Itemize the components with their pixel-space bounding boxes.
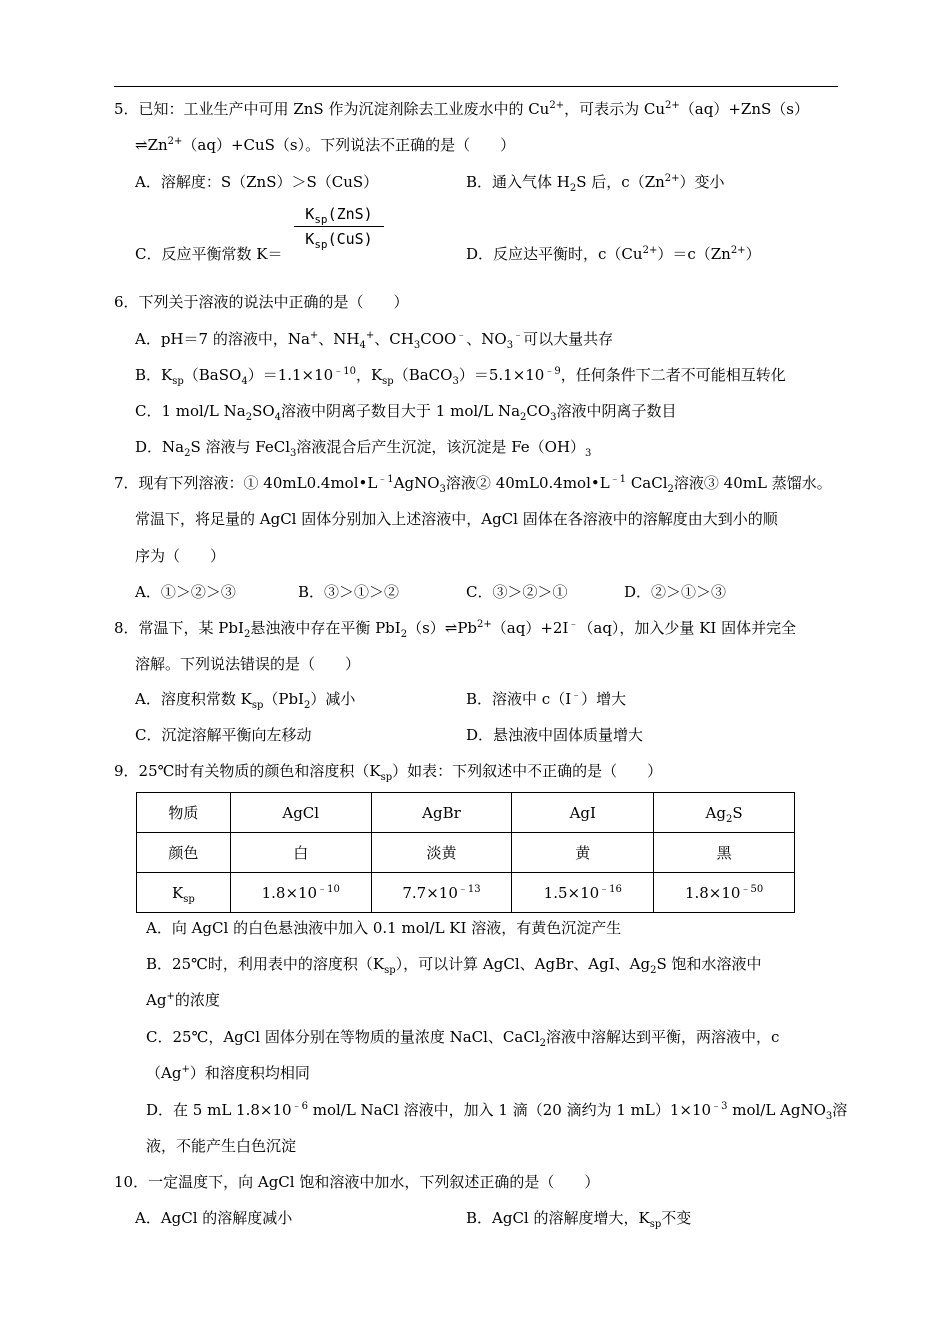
table-row (137, 833, 795, 873)
q5-option-c[interactable]: C．反应平衡常数 K＝ (135, 245, 283, 263)
q8-option-c[interactable]: C．沉淀溶解平衡向左移动 (135, 726, 312, 744)
q7-option-b[interactable]: B．③＞①＞② (298, 583, 400, 601)
fraction-bar (294, 226, 384, 227)
q5-option-b[interactable]: B．通入气体 $H_2S$ 后，$c(Zn^{2+})$变小 (466, 173, 725, 194)
q9-stem: 9．25℃时有关物质的颜色和溶度积$(K_{sp})$如表：下列叙述中不正确的是（ ） (114, 762, 663, 783)
q9-option-b[interactable]: B．25℃时，利用表中的溶度积$(K_{sp})$，可以计算 AgCl、AgBr、AgI、$Ag_2S$ 饱和水溶液中 (146, 955, 762, 976)
q9-option-c-cont: （Ag+）和溶度积均相同 (146, 1064, 310, 1082)
table-cell: $1.8\times 10^{﹣50}$ (654, 873, 795, 913)
table-cell: AgCl (230, 793, 371, 833)
fraction-numerator: $K_{sp}(ZnS)$ (305, 205, 373, 226)
q5-option-d[interactable]: D．反应达平衡时，$c(Cu^{2+})=c(Zn^{2+})$ (466, 245, 761, 263)
table-row (137, 793, 795, 833)
q5-option-a[interactable]: A．溶解度：S（ZnS）＞S（CuS） (135, 173, 379, 191)
q6-option-c[interactable]: C．1 mol/L $Na_2SO_4$溶液中阴离子数目大于 1 mol/L $Na_2CO_3$溶液中阴离子数目 (135, 402, 677, 423)
q7-stem-line1: 7．现有下列溶液：① $40mL0.4mol•L^{﹣1}AgNO_3$溶液② $40mL0.4mol•L^{﹣1}$ CaCl$_2$溶液③ 40mL 蒸馏水。 (114, 474, 832, 495)
table-cell: 颜色 (137, 833, 231, 873)
q6-stem: 6．下列关于溶液的说法中正确的是（ ） (114, 293, 409, 311)
table-cell: 物质 (137, 793, 231, 833)
fraction-denominator: $K_{sp}(CuS)$ (305, 230, 373, 251)
q7-stem-line2: 常温下，将足量的 AgCl 固体分别加入上述溶液中，AgCl 固体在各溶液中的溶解度由大到小的顺 (135, 510, 778, 528)
q7-option-c[interactable]: C．③＞②＞① (466, 583, 568, 601)
q7-stem-line3: 序为（ ） (135, 547, 226, 565)
ksp-fraction (294, 203, 384, 250)
q8-stem-line2: 溶解。下列说法错误的是（ ） (135, 655, 361, 673)
table-cell: AgI (512, 793, 654, 833)
table-cell: $1.5\times 10^{﹣16}$ (512, 873, 654, 913)
q8-option-a[interactable]: A．溶度积常数 $K_{sp}(PbI_2)$减小 (135, 690, 356, 711)
q7-option-a[interactable]: A．①＞②＞③ (135, 583, 236, 601)
q9-option-d[interactable]: D．在 5 mL $1.8\times 10^{﹣6}$ mol/L NaCl 溶液中，加入 1 滴（20 滴约为 1 $mL)1\times 10^{﹣3}$ mol/L AgNO$_3$溶 (146, 1101, 848, 1122)
q9-option-a[interactable]: A．向 AgCl 的白色悬浊液中加入 0.1 mol/L KI 溶液，有黄色沉淀产生 (146, 919, 622, 937)
table-cell: $1.8\times 10^{﹣10}$ (230, 873, 371, 913)
q6-option-b[interactable]: B．$K_{sp}(BaSO_4)=1.1\times 10^{﹣10}$，$K_{sp}(BaCO_3)=5.1\times 10^{﹣9}$，任何条件下二者不可能相互转化 (135, 366, 786, 387)
q6-option-d[interactable]: D．$Na_2S$ 溶液与 FeCl$_3$溶液混合后产生沉淀，该沉淀是 $Fe(OH)_3$ (135, 438, 592, 459)
q8-stem-line1: 8．常温下，某 PbI$_2$悬浊液中存在平衡 $PbI_2(s)\rightleftharpoons Pb^{2+}(aq)+2I^﹣(aq)$，加入少量 KI 固体并完全 (114, 619, 797, 640)
q7-option-d[interactable]: D．②＞①＞③ (624, 583, 727, 601)
table-cell: $7.7\times 10^{﹣13}$ (371, 873, 512, 913)
table-row (137, 873, 795, 913)
table-cell: 黑 (654, 833, 795, 873)
table-cell: 淡黄 (371, 833, 512, 873)
q5-stem-line2: $\rightleftharpoons Zn^{2+}(aq)+CuS(s)$。下列说法不正确的是（ ） (135, 136, 516, 154)
q9-option-b-cont: Ag+的浓度 (146, 991, 220, 1009)
table-cell: $Ag_2S$ (654, 793, 795, 833)
ksp-table (136, 792, 795, 913)
q9-option-d-cont: 液，不能产生白色沉淀 (146, 1137, 297, 1155)
q10-option-b[interactable]: B．AgCl 的溶解度增大，$K_{sp}$不变 (466, 1209, 692, 1230)
q9-option-c[interactable]: C．25℃，AgCl 固体分别在等物质的量浓度 NaCl、CaCl$_2$溶液中溶解达到平衡，两溶液中，c (146, 1028, 780, 1049)
q8-option-b[interactable]: B．溶液中 c（I﹣）增大 (466, 690, 627, 708)
q5-stem-line1: 5．已知：工业生产中可用 ZnS 作为沉淀剂除去工业废水中的 $Cu^{2+}$，可表示为 $Cu^{2+}(aq)+ZnS(s)$ (114, 100, 809, 118)
q10-option-a[interactable]: A．AgCl 的溶解度减小 (135, 1209, 293, 1227)
q8-option-d[interactable]: D．悬浊液中固体质量增大 (466, 726, 644, 744)
header-rule (114, 86, 838, 87)
table-cell: 白 (230, 833, 371, 873)
q6-option-a[interactable]: A．pH＝7 的溶液中，Na+、$NH_4^+$、$CH_3COO^﹣$、$NO_3^﹣$可以大量共存 (135, 330, 614, 351)
q10-stem: 10．一定温度下，向 AgCl 饱和溶液中加水，下列叙述正确的是（ ） (114, 1173, 600, 1191)
table-cell: 黄 (512, 833, 654, 873)
table-cell: AgBr (371, 793, 512, 833)
table-cell: $K_{sp}$ (137, 873, 231, 913)
